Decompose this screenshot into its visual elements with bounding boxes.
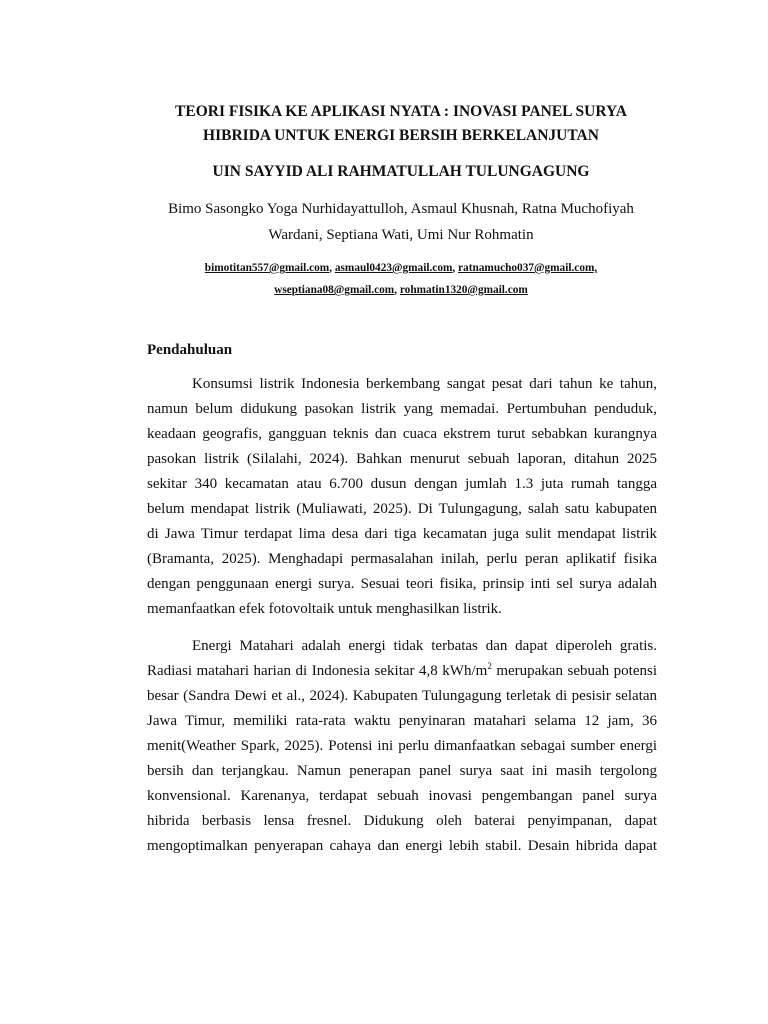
authors-line-1: Bimo Sasongko Yoga Nurhidayattulloh, Asmaul Khusnah, Ratna Muchofiyah: [168, 201, 634, 217]
paragraph-line: sekitar 340 kecamatan atau 6.700 dusun dengan jumlah 1.3 juta rumah tangga: [147, 476, 657, 492]
email-link-3[interactable]: ratnamucho037@gmail.com,: [458, 262, 598, 274]
paragraph-line: Jawa Timur, memiliki rata-rata waktu penyinaran matahari selama 12 jam, 36: [147, 713, 657, 729]
emails-line-1: [120, 257, 682, 279]
paragraph-line: konvensional. Karenanya, terdapat sebuah inovasi pengembangan panel surya: [147, 788, 657, 804]
email-separator: ,: [452, 262, 459, 274]
paragraph-line: pasokan listrik (Silalahi, 2024). Bahkan menurut sebuah laporan, ditahun 2025: [147, 451, 657, 467]
title-line-2: HIBRIDA UNTUK ENERGI BERSIH BERKELANJUTAN: [203, 127, 599, 144]
section-heading: Pendahuluan: [147, 342, 233, 358]
radiation-text: Radiasi matahari harian di Indonesia sekitar 4,8 kWh/m: [147, 663, 488, 679]
paragraph-1: [147, 372, 657, 622]
paragraph-2: [147, 634, 657, 859]
email-link-2[interactable]: asmaul0423@gmail.com: [334, 262, 453, 274]
paragraph-line: namun belum didukung pasokan listrik yang memadai. Pertumbuhan penduduk,: [147, 401, 657, 417]
email-separator: ,: [394, 284, 400, 296]
authors-line-2: Wardani, Septiana Wati, Umi Nur Rohmatin: [268, 227, 534, 243]
author-list: [130, 196, 672, 248]
paragraph-line: Konsumsi listrik Indonesia berkembang sangat pesat dari tahun ke tahun,: [192, 376, 657, 392]
email-link-1[interactable]: bimotitan557@gmail.com: [204, 262, 330, 274]
paragraph-line: menit(Weather Spark, 2025). Potensi ini perlu dimanfaatkan sebagai sumber energi: [147, 738, 657, 754]
paragraph-line: dengan penggunaan energi surya. Sesuai teori fisika, prinsip inti sel surya adalah: [147, 576, 657, 592]
affiliation: UIN SAYYID ALI RAHMATULLAH TULUNGAGUNG: [212, 163, 590, 180]
radiation-text-tail: merupakan sebuah potensi: [491, 663, 657, 679]
email-link-4[interactable]: wseptiana08@gmail.com: [274, 284, 395, 296]
paragraph-line: besar (Sandra Dewi et al., 2024). Kabupaten Tulungagung terletak di pesisir selatan: [147, 688, 657, 704]
paragraph-line: [147, 659, 657, 684]
paragraph-line: di Jawa Timur terdapat lima desa dari tiga kecamatan juga sulit mendapat listrik: [147, 526, 657, 542]
paragraph-line: (Bramanta, 2025). Menghadapi permasalahan inilah, perlu peran aplikatif fisika: [147, 551, 657, 567]
title-line-1: TEORI FISIKA KE APLIKASI NYATA : INOVASI PANEL SURYA: [175, 103, 627, 120]
paragraph-line: bersih dan terjangkau. Namun penerapan panel surya saat ini masih tergolong: [147, 763, 657, 779]
paragraph-line: mengoptimalkan penyerapan cahaya dan energi lebih stabil. Desain hibrida dapat: [147, 838, 657, 854]
paper-title: [100, 100, 702, 148]
paragraph-line: Energi Matahari adalah energi tidak terbatas dan dapat diperoleh gratis.: [192, 638, 657, 654]
email-link-5[interactable]: rohmatin1320@gmail.com: [399, 284, 528, 296]
paragraph-line: keadaan geografis, gangguan teknis dan cuaca ekstrem turut sebabkan kurangnya: [147, 426, 657, 442]
author-emails: [120, 257, 682, 301]
emails-line-2: [120, 279, 682, 301]
paragraph-line: memanfaatkan efek fotovoltaik untuk menghasilkan listrik.: [147, 601, 502, 617]
paragraph-line: belum mendapat listrik (Muliawati, 2025). Di Tulungagung, salah satu kabupaten: [147, 501, 657, 517]
superscript: 2: [487, 661, 492, 671]
paragraph-line: hibrida berbasis lensa fresnel. Didukung oleh baterai penyimpanan, dapat: [147, 813, 657, 829]
email-separator: ,: [329, 262, 335, 274]
